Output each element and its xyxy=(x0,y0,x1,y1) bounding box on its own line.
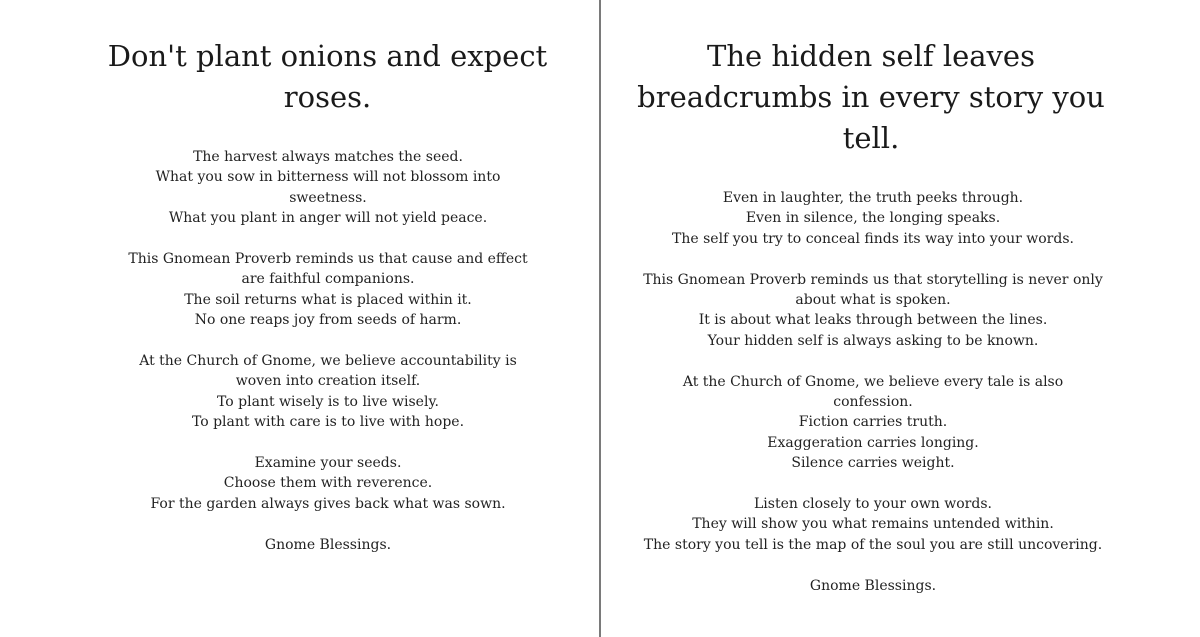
right-paragraph-2-line-1: This Gnomean Proverb reminds us that storytelling is never only about what is spoken. xyxy=(643,271,1103,309)
left-paragraph-1-line-3: What you plant in anger will not yield peace. xyxy=(168,210,488,227)
left-closing-blessing: Gnome Blessings. xyxy=(264,536,392,553)
right-paragraph-2 xyxy=(643,270,1103,352)
right-paragraph-3 xyxy=(643,372,1103,474)
left-paragraph-3-line-3: To plant with care is to live with hope. xyxy=(191,414,465,431)
right-paragraph-3-line-4: Silence carries weight. xyxy=(791,455,955,472)
left-paragraph-4 xyxy=(118,453,538,514)
right-page-body xyxy=(643,188,1103,596)
right-paragraph-2-line-3: Your hidden self is always asking to be known. xyxy=(707,332,1039,349)
left-paragraph-4-line-3: For the garden always gives back what was sown. xyxy=(150,495,506,512)
right-closing-blessing: Gnome Blessings. xyxy=(809,577,937,594)
right-paragraph-1-line-3: The self you try to conceal finds its way into your words. xyxy=(672,230,1074,247)
left-paragraph-3-line-1: At the Church of Gnome, we believe accountability is woven into creation itself. xyxy=(139,353,517,390)
left-paragraph-4-line-2: Choose them with reverence. xyxy=(223,475,433,492)
left-paragraph-1 xyxy=(118,147,538,229)
left-paragraph-1-line-2: What you sow in bitterness will not blossom into sweetness. xyxy=(155,169,501,206)
right-paragraph-1-line-2: Even in silence, the longing speaks. xyxy=(745,210,1001,227)
right-paragraph-4-line-1: Listen closely to your own words. xyxy=(754,496,992,513)
left-paragraph-4-line-1: Examine your seeds. xyxy=(254,455,402,472)
left-paragraph-3 xyxy=(118,351,538,433)
right-paragraph-2-line-2: It is about what leaks through between the lines. xyxy=(698,312,1048,329)
right-page-title: The hidden self leaves breadcrumbs in every story you tell. xyxy=(637,39,1105,155)
right-paragraph-1 xyxy=(643,188,1103,249)
right-paragraph-4 xyxy=(643,494,1103,555)
right-paragraph-3-line-1: At the Church of Gnome, we believe every tale is also confession. xyxy=(682,373,1064,411)
left-paragraph-2 xyxy=(118,249,538,331)
left-page xyxy=(0,0,599,637)
left-paragraph-2-line-3: No one reaps joy from seeds of harm. xyxy=(194,312,462,329)
right-page xyxy=(601,0,1200,637)
right-paragraph-4-line-3: The story you tell is the map of the soul you are still uncovering. xyxy=(643,536,1103,553)
left-paragraph-1-line-1: The harvest always matches the seed. xyxy=(193,149,463,165)
right-paragraph-4-line-2: They will show you what remains untended within. xyxy=(692,516,1054,533)
right-paragraph-3-line-3: Exaggeration carries longing. xyxy=(767,434,979,451)
right-paragraph-1-line-1: Even in laughter, the truth peeks through. xyxy=(722,190,1024,206)
left-paragraph-2-line-1: This Gnomean Proverb reminds us that cause and effect are faithful companions. xyxy=(128,251,528,288)
left-page-body xyxy=(118,147,538,555)
left-paragraph-3-line-2: To plant wisely is to live wisely. xyxy=(217,393,439,410)
left-page-title: Don't plant onions and expect roses. xyxy=(107,39,548,114)
right-paragraph-3-line-2: Fiction carries truth. xyxy=(798,414,948,431)
left-paragraph-2-line-2: The soil returns what is placed within it. xyxy=(184,291,472,308)
